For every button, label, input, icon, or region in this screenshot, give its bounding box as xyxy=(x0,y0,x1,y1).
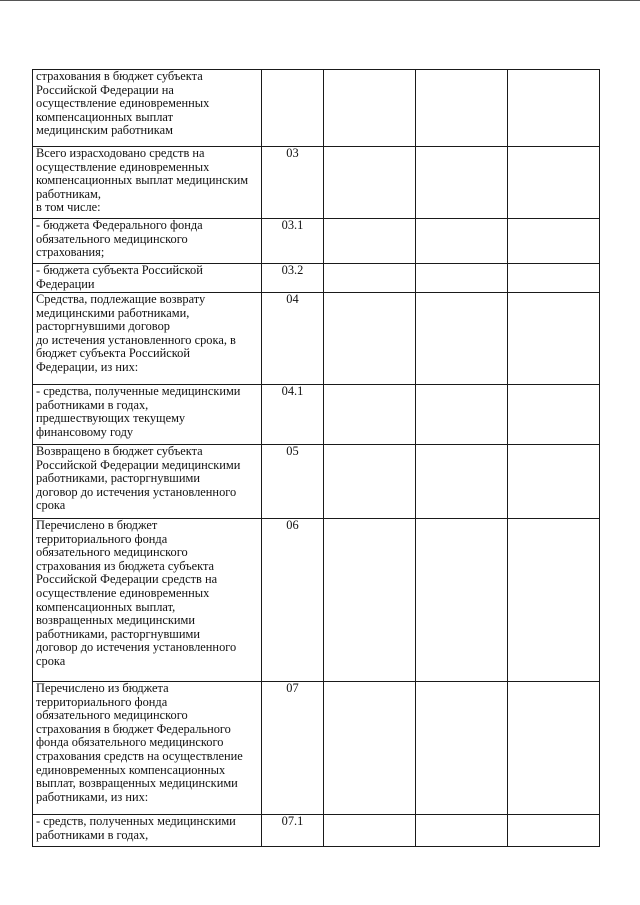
table-row xyxy=(33,385,600,445)
value-cell xyxy=(508,264,600,293)
value-cell xyxy=(508,445,600,519)
value-cell xyxy=(324,385,416,445)
row-code: 03.1 xyxy=(262,219,324,264)
table-row xyxy=(33,519,600,682)
value-cell xyxy=(508,519,600,682)
row-code: 04 xyxy=(262,293,324,385)
value-cell xyxy=(416,445,508,519)
value-cell xyxy=(416,264,508,293)
value-cell xyxy=(416,682,508,815)
table-row xyxy=(33,682,600,815)
value-cell xyxy=(416,815,508,847)
row-label: Возвращено в бюджет субъекта Российской Федерации медицинскими работниками, расторгнувшими договор до истечения установленного срока xyxy=(33,445,262,519)
row-code: 03 xyxy=(262,147,324,219)
value-cell xyxy=(324,264,416,293)
value-cell xyxy=(324,293,416,385)
row-code: 04.1 xyxy=(262,385,324,445)
row-label: Средства, подлежащие возврату медицинскими работниками, расторгнувшими договор до истечения установленного срока, в бюджет субъекта Российской Федерации, из них: xyxy=(33,293,262,385)
row-code: 05 xyxy=(262,445,324,519)
value-cell xyxy=(508,385,600,445)
table-row xyxy=(33,70,600,147)
value-cell xyxy=(324,815,416,847)
row-label: - бюджета Федерального фонда обязательного медицинского страхования; xyxy=(33,219,262,264)
value-cell xyxy=(324,219,416,264)
value-cell xyxy=(508,147,600,219)
row-label: Перечислено в бюджет территориального фонда обязательного медицинского страхования из бюджета субъекта Российской Федерации средств на осуществление единовременных компенсационных выплат, возвращенных медицинскими работниками, расторгнувшими договор до истечения установленного срока xyxy=(33,519,262,682)
report-form-table xyxy=(32,69,600,847)
row-code: 07 xyxy=(262,682,324,815)
value-cell xyxy=(324,147,416,219)
value-cell xyxy=(324,445,416,519)
row-code xyxy=(262,70,324,147)
table-row xyxy=(33,815,600,847)
value-cell xyxy=(416,519,508,682)
row-code: 03.2 xyxy=(262,264,324,293)
row-label: Всего израсходовано средств на осуществление единовременных компенсационных выплат медицинским работникам, в том числе: xyxy=(33,147,262,219)
row-label: Перечислено из бюджета территориального фонда обязательного медицинского страхования в бюджет Федерального фонда обязательного медицинского страхования средств на осуществление единовременных компенсационных выплат, возвращенных медицинскими работниками, из них: xyxy=(33,682,262,815)
page-top-edge xyxy=(0,0,640,1)
row-code: 06 xyxy=(262,519,324,682)
value-cell xyxy=(416,219,508,264)
value-cell xyxy=(324,70,416,147)
value-cell xyxy=(324,682,416,815)
value-cell xyxy=(416,293,508,385)
value-cell xyxy=(508,70,600,147)
value-cell xyxy=(324,519,416,682)
table-row xyxy=(33,293,600,385)
value-cell xyxy=(508,219,600,264)
table-row xyxy=(33,147,600,219)
value-cell xyxy=(416,147,508,219)
row-label: - бюджета субъекта Российской Федерации xyxy=(33,264,262,293)
value-cell xyxy=(416,385,508,445)
row-label: страхования в бюджет субъекта Российской Федерации на осуществление единовременных компенсационных выплат медицинским работникам xyxy=(33,70,262,147)
value-cell xyxy=(508,293,600,385)
value-cell xyxy=(508,682,600,815)
row-label: - средств, полученных медицинскими работниками в годах, xyxy=(33,815,262,847)
value-cell xyxy=(508,815,600,847)
table-row xyxy=(33,445,600,519)
table-row xyxy=(33,264,600,293)
row-code: 07.1 xyxy=(262,815,324,847)
row-label: - средства, полученные медицинскими работниками в годах, предшествующих текущему финансовому году xyxy=(33,385,262,445)
value-cell xyxy=(416,70,508,147)
table-row xyxy=(33,219,600,264)
